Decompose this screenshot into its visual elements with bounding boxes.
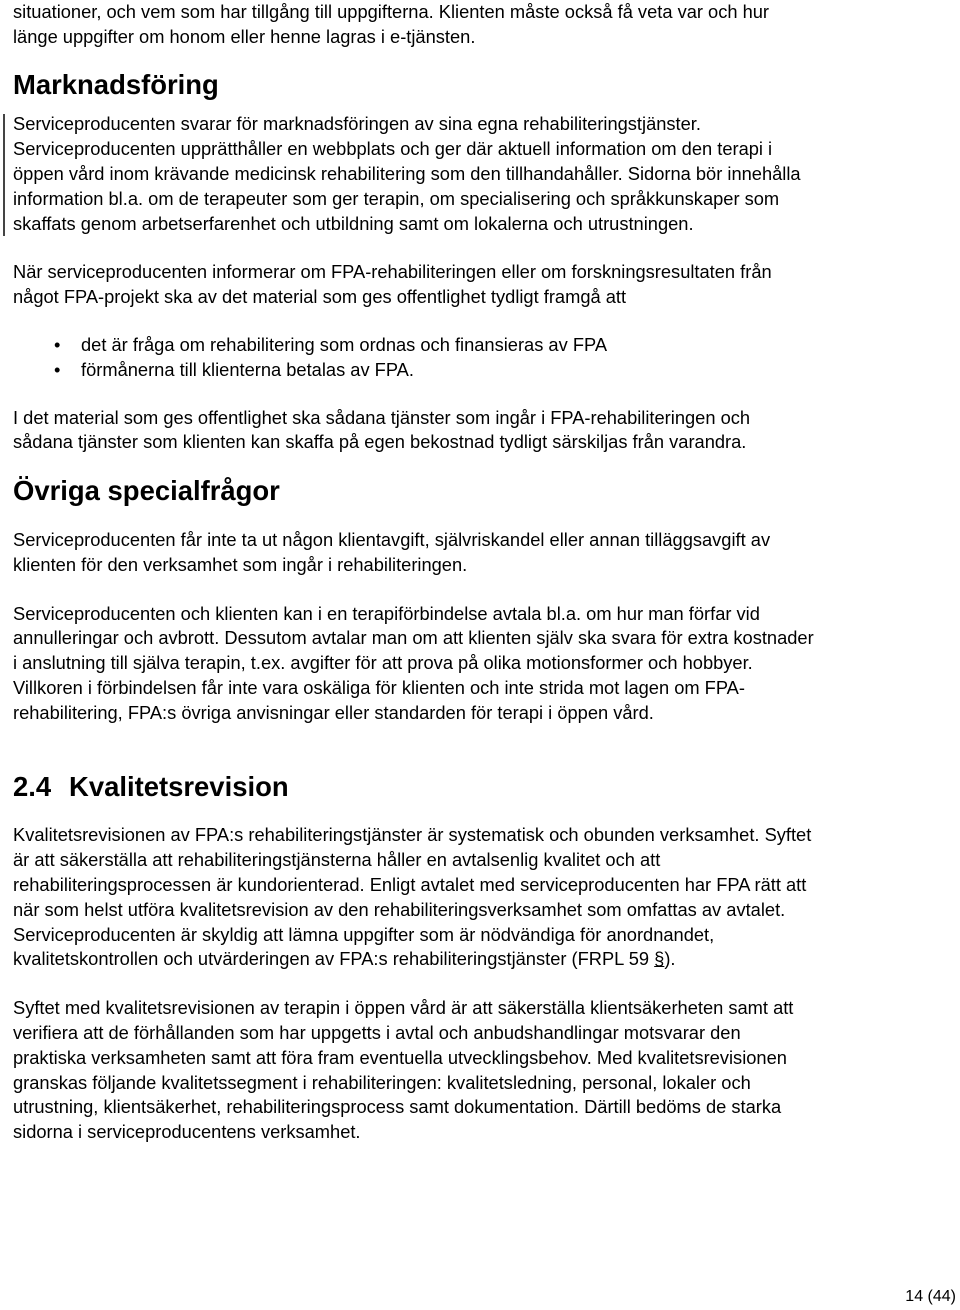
text-segment: kvalitetskontrollen och utvärderingen av FPA:s rehabiliteringstjänster (FRPL 59 — [13, 948, 655, 970]
text-line: när som helst utföra kvalitetsrevision av den rehabiliteringsverksamhet som omfattas av avtalet. — [13, 898, 786, 920]
text-line: något FPA-projekt ska av det material som ges offentlighet tydligt framgå att — [13, 286, 627, 308]
text-line: annulleringar och avbrott. Dessutom avtalar man om att klienten själv ska svara för extra kostnader — [13, 627, 814, 649]
text-line: I det material som ges offentlighet ska sådana tjänster som ingår i FPA-rehabiliteringen och — [13, 406, 751, 428]
list-item — [13, 333, 959, 358]
text-line: sidorna i serviceproducentens verksamhet. — [13, 1121, 361, 1143]
text-line: Syftet med kvalitetsrevisionen av terapin i öppen vård är att säkerställa klientsäkerheten samt att — [13, 997, 794, 1019]
text-line: skaffats genom arbetserfarenhet och utbildning samt om lokalerna och utrustningen. — [13, 212, 694, 234]
text-line: granskas följande kvalitetssegment i rehabiliteringen: kvalitetsledning, personal, lokaler och — [13, 1071, 751, 1093]
text-line: länge uppgifter om honom eller henne lagras i e-tjänsten. — [13, 25, 476, 47]
material-paragraph — [13, 406, 959, 456]
document-page — [13, 0, 959, 1145]
page-number: 14 (44) — [905, 1288, 956, 1305]
list-item — [13, 358, 959, 383]
bullet-icon: • — [54, 358, 61, 380]
intro-paragraph — [13, 0, 959, 50]
text-line: Serviceproducenten får inte ta ut någon klientavgift, självriskandel eller annan tilläggsavgift av — [13, 528, 771, 550]
list-item-text: förmånerna till klienterna betalas av FPA. — [81, 358, 414, 380]
special-questions-paragraph-2 — [13, 602, 959, 726]
text-line: i anslutning till själva terapin, t.ex. avgifter för att prova på olika motionsformer och hobbyer. — [13, 652, 753, 674]
section-title: Kvalitetsrevision — [69, 770, 289, 802]
text-line: information bl.a. om de terapeuter som ger terapin, om specialisering och språkkunskaper som — [13, 187, 780, 209]
text-line: Serviceproducenten och klienten kan i en terapiförbindelse avtala bl.a. om hur man förfar vid — [13, 602, 760, 624]
section-symbol: § — [654, 948, 665, 970]
special-questions-heading: Övriga specialfrågor — [13, 475, 280, 507]
marketing-heading: Marknadsföring — [13, 68, 219, 100]
text-line: situationer, och vem som har tillgång till uppgifterna. Klienten måste också få veta var och hur — [13, 1, 770, 22]
list-item-text: det är fråga om rehabilitering som ordnas och finansieras av FPA — [81, 333, 608, 355]
text-line: Serviceproducenten svarar för marknadsföringen av sina egna rehabiliteringstjänster. — [13, 113, 701, 135]
marketing-paragraph — [13, 112, 959, 236]
text-line: praktiska verksamheten samt att föra fram eventuella utvecklingsbehov. Med kvalitetsrevisionen — [13, 1046, 787, 1068]
text-segment: ). — [664, 948, 676, 970]
text-line: rehabiliteringsprocessen är kundorienterad. Enligt avtalet med serviceproducenten har FPA rätt att — [13, 873, 807, 895]
bullet-icon: • — [54, 333, 61, 355]
fpa-bullet-list — [13, 333, 959, 383]
fpa-info-paragraph — [13, 260, 959, 310]
text-line: Kvalitetsrevisionen av FPA:s rehabiliteringstjänster är systematisk och obunden verksamhet. Syftet — [13, 824, 812, 846]
text-line: Serviceproducenten upprätthåller en webbplats och ger där aktuell information om den terapi i — [13, 138, 773, 160]
text-line: Villkoren i förbindelsen får inte vara oskäliga för klienten och inte strida mot lagen om FPA- — [13, 676, 745, 698]
text-line: sådana tjänster som klienten kan skaffa på egen bekostnad tydligt särskiljas från varandra. — [13, 431, 747, 453]
text-line: verifiera att de förhållanden som har uppgetts i avtal och anbudshandlingar motsvarar den — [13, 1021, 741, 1043]
text-line — [13, 947, 959, 972]
text-line: klienten för den verksamhet som ingår i rehabiliteringen. — [13, 553, 468, 575]
text-line: Serviceproducenten är skyldig att lämna uppgifter som är nödvändiga för anordnandet, — [13, 923, 715, 945]
text-line: öppen vård inom krävande medicinsk rehabilitering som den tillhandahåller. Sidorna bör innehålla — [13, 162, 801, 184]
change-bar — [3, 114, 5, 236]
quality-revision-paragraph-2 — [13, 996, 959, 1145]
quality-revision-heading — [13, 770, 959, 802]
marketing-revised-block — [13, 112, 959, 236]
text-line: När serviceproducenten informerar om FPA-rehabiliteringen eller om forskningsresultaten från — [13, 261, 772, 283]
text-line: är att säkerställa att rehabiliteringstjänsterna håller en avtalsenlig kvalitet och att — [13, 849, 661, 871]
special-questions-paragraph-1 — [13, 528, 959, 578]
quality-revision-paragraph-1 — [13, 823, 959, 972]
text-line: utrustning, klientsäkerhet, rehabiliteringsprocess samt dokumentation. Därtill bedöms de starka — [13, 1096, 782, 1118]
text-line: rehabilitering, FPA:s övriga anvisningar eller standarden för terapi i öppen vård. — [13, 701, 654, 723]
section-number: 2.4 — [13, 770, 52, 802]
